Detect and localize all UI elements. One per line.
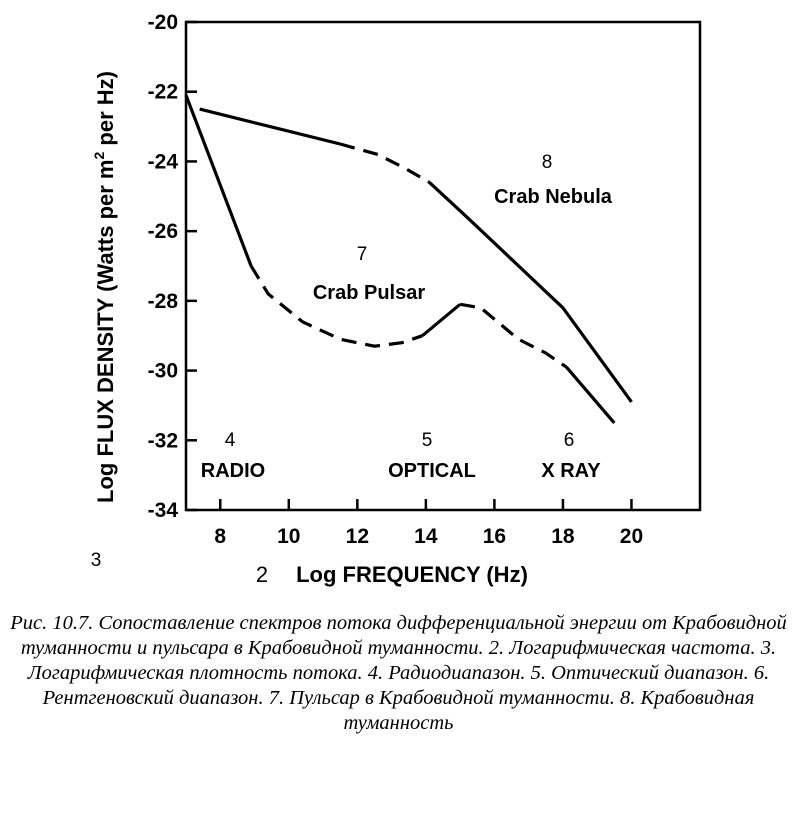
y-axis-marker: 3 bbox=[90, 550, 102, 571]
y-tick-label: -28 bbox=[147, 289, 178, 313]
figure-caption bbox=[10, 611, 787, 736]
y-tick-label: -26 bbox=[147, 220, 178, 244]
y-tick-label: -20 bbox=[147, 11, 178, 34]
caption-text: Сопоставление спектров потока дифференциальной энергии от Крабовидной туманности и пульсара в Крабовидной туманности. 2. Логарифмическая частота. 3. Логарифмическая плотность потока. 4. Радиодиапазон. 5. Оптический диапазон. 6. Рентгеновский диапазон. 7. Пульсар в Крабовидной туманности. 8. Крабовидная туманность bbox=[20, 612, 787, 734]
y-tick-label: -24 bbox=[147, 150, 178, 174]
x-tick-label: 10 bbox=[277, 525, 301, 548]
crab-pulsar-dashed-segment bbox=[251, 266, 422, 346]
radio-label: RADIO bbox=[200, 460, 266, 482]
y-tick-label: -30 bbox=[147, 359, 178, 383]
y-tick-label: -34 bbox=[147, 499, 178, 522]
curves bbox=[186, 95, 632, 423]
crab-nebula-solid-segment bbox=[429, 182, 631, 402]
crab-nebula-solid-segment bbox=[200, 109, 341, 144]
crab-pulsar-label: Crab Pulsar bbox=[312, 282, 426, 304]
crab-nebula-number: 8 bbox=[541, 152, 553, 173]
radio-number: 4 bbox=[224, 430, 236, 451]
x-axis-title: Log FREQUENCY (Hz) bbox=[296, 562, 528, 587]
xray-label: X RAY bbox=[541, 460, 601, 482]
x-tick-label: 14 bbox=[414, 525, 438, 548]
x-tick-label: 12 bbox=[345, 525, 370, 548]
crab-nebula-dashed-segment bbox=[340, 144, 429, 182]
x-tick-label: 18 bbox=[551, 525, 575, 548]
plot-frame bbox=[186, 22, 700, 510]
y-axis-title: Log FLUX DENSITY (Watts per $m^2$ per Hz) bbox=[91, 71, 118, 503]
optical-number: 5 bbox=[421, 430, 433, 451]
y-tick-label: -22 bbox=[147, 80, 178, 104]
xray-number: 6 bbox=[563, 430, 575, 451]
crab-pulsar-solid-segment bbox=[422, 304, 460, 335]
x-tick-label: 8 bbox=[214, 525, 227, 548]
crab-pulsar-solid-segment bbox=[566, 367, 614, 423]
y-tick-label: -32 bbox=[147, 429, 178, 453]
x-axis-marker: 2 bbox=[255, 562, 269, 587]
x-tick-label: 16 bbox=[482, 525, 507, 548]
plot-border bbox=[186, 22, 700, 510]
crab-pulsar-number: 7 bbox=[356, 244, 368, 265]
x-tick-label: 20 bbox=[619, 525, 644, 548]
crab-pulsar-dashed-segment bbox=[460, 304, 566, 367]
caption-prefix: Рис. 10.7. bbox=[10, 612, 94, 634]
crab-nebula-label: Crab Nebula bbox=[494, 186, 612, 208]
optical-label: OPTICAL bbox=[388, 460, 476, 482]
